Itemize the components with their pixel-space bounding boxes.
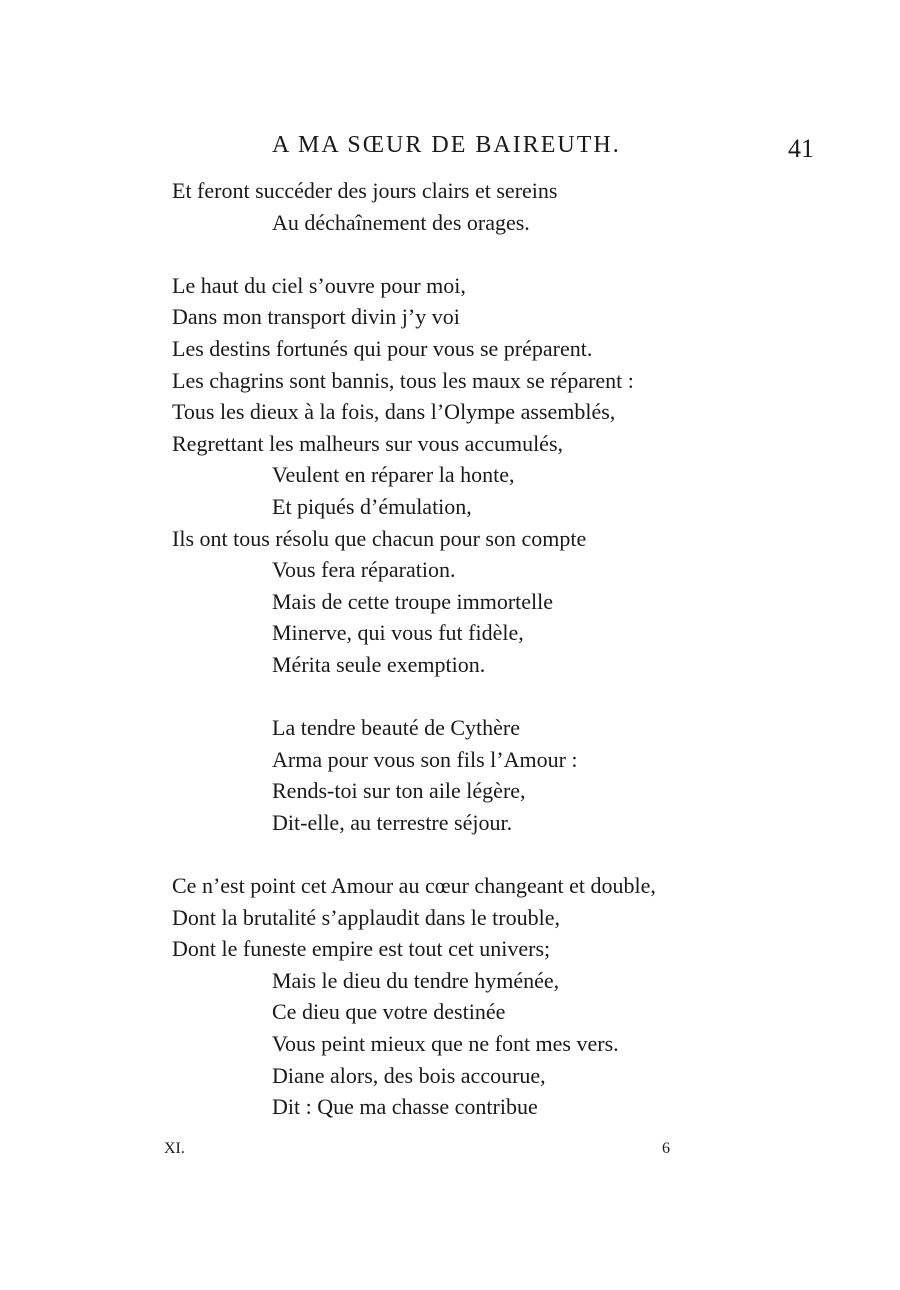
sheet-number: 6	[662, 1140, 670, 1157]
running-title: A MA SŒUR DE BAIREUTH.	[272, 132, 621, 158]
stanza-break	[172, 681, 812, 713]
verse-line: Et feront succéder des jours clairs et sereins	[172, 178, 558, 203]
verse-line: Mérita seule exemption.	[272, 651, 486, 677]
verse-line: Diane alors, des bois accourue,	[272, 1062, 546, 1088]
verse-line: Minerve, qui vous fut fidèle,	[272, 620, 524, 646]
verse-line: Dans mon transport divin j’y voi	[172, 304, 460, 330]
verse-line: Vous peint mieux que ne font mes vers.	[272, 1031, 619, 1057]
verse-line: Les destins fortunés qui pour vous se préparent.	[172, 335, 593, 361]
verse-line: Rends-toi sur ton aile légère,	[272, 778, 526, 804]
verse-line: Veulent en réparer la honte,	[272, 462, 515, 488]
verse-line: Et piqués d’émulation,	[272, 493, 472, 519]
verse-line: Au déchaînement des orages.	[272, 209, 530, 235]
verse-line: Dit-elle, au terrestre séjour.	[272, 809, 513, 835]
verse-line: Ils ont tous résolu que chacun pour son compte	[172, 525, 587, 551]
page-number: 41	[788, 134, 814, 163]
verse-line: Arma pour vous son fils l’Amour :	[272, 746, 578, 772]
verse-line: La tendre beauté de Cythère	[272, 715, 520, 741]
verse-line: Le haut du ciel s’ouvre pour moi,	[172, 272, 466, 298]
verse-line: Mais le dieu du tendre hyménée,	[272, 967, 560, 993]
verse-line: Les chagrins sont bannis, tous les maux se réparent :	[172, 367, 634, 393]
verse-line: Dont la brutalité s’applaudit dans le trouble,	[172, 904, 560, 930]
stanza-break	[172, 238, 812, 270]
verse-line: Mais de cette troupe immortelle	[272, 588, 554, 614]
verse-line: Vous fera réparation.	[272, 557, 456, 583]
verse-line: Tous les dieux à la fois, dans l’Olympe assemblés,	[172, 399, 616, 425]
verse-line: Regrettant les malheurs sur vous accumulés,	[172, 430, 564, 456]
verse-line: Ce dieu que votre destinée	[272, 999, 506, 1025]
stanza-break	[172, 838, 812, 870]
poem-body	[172, 175, 812, 1123]
signature-mark: XI.	[164, 1140, 185, 1157]
verse-line: Dont le funeste empire est tout cet univers;	[172, 936, 551, 962]
verse-line: Dit : Que ma chasse contribue	[272, 1094, 538, 1120]
verse-line: Ce n’est point cet Amour au cœur changeant et double,	[172, 873, 656, 899]
